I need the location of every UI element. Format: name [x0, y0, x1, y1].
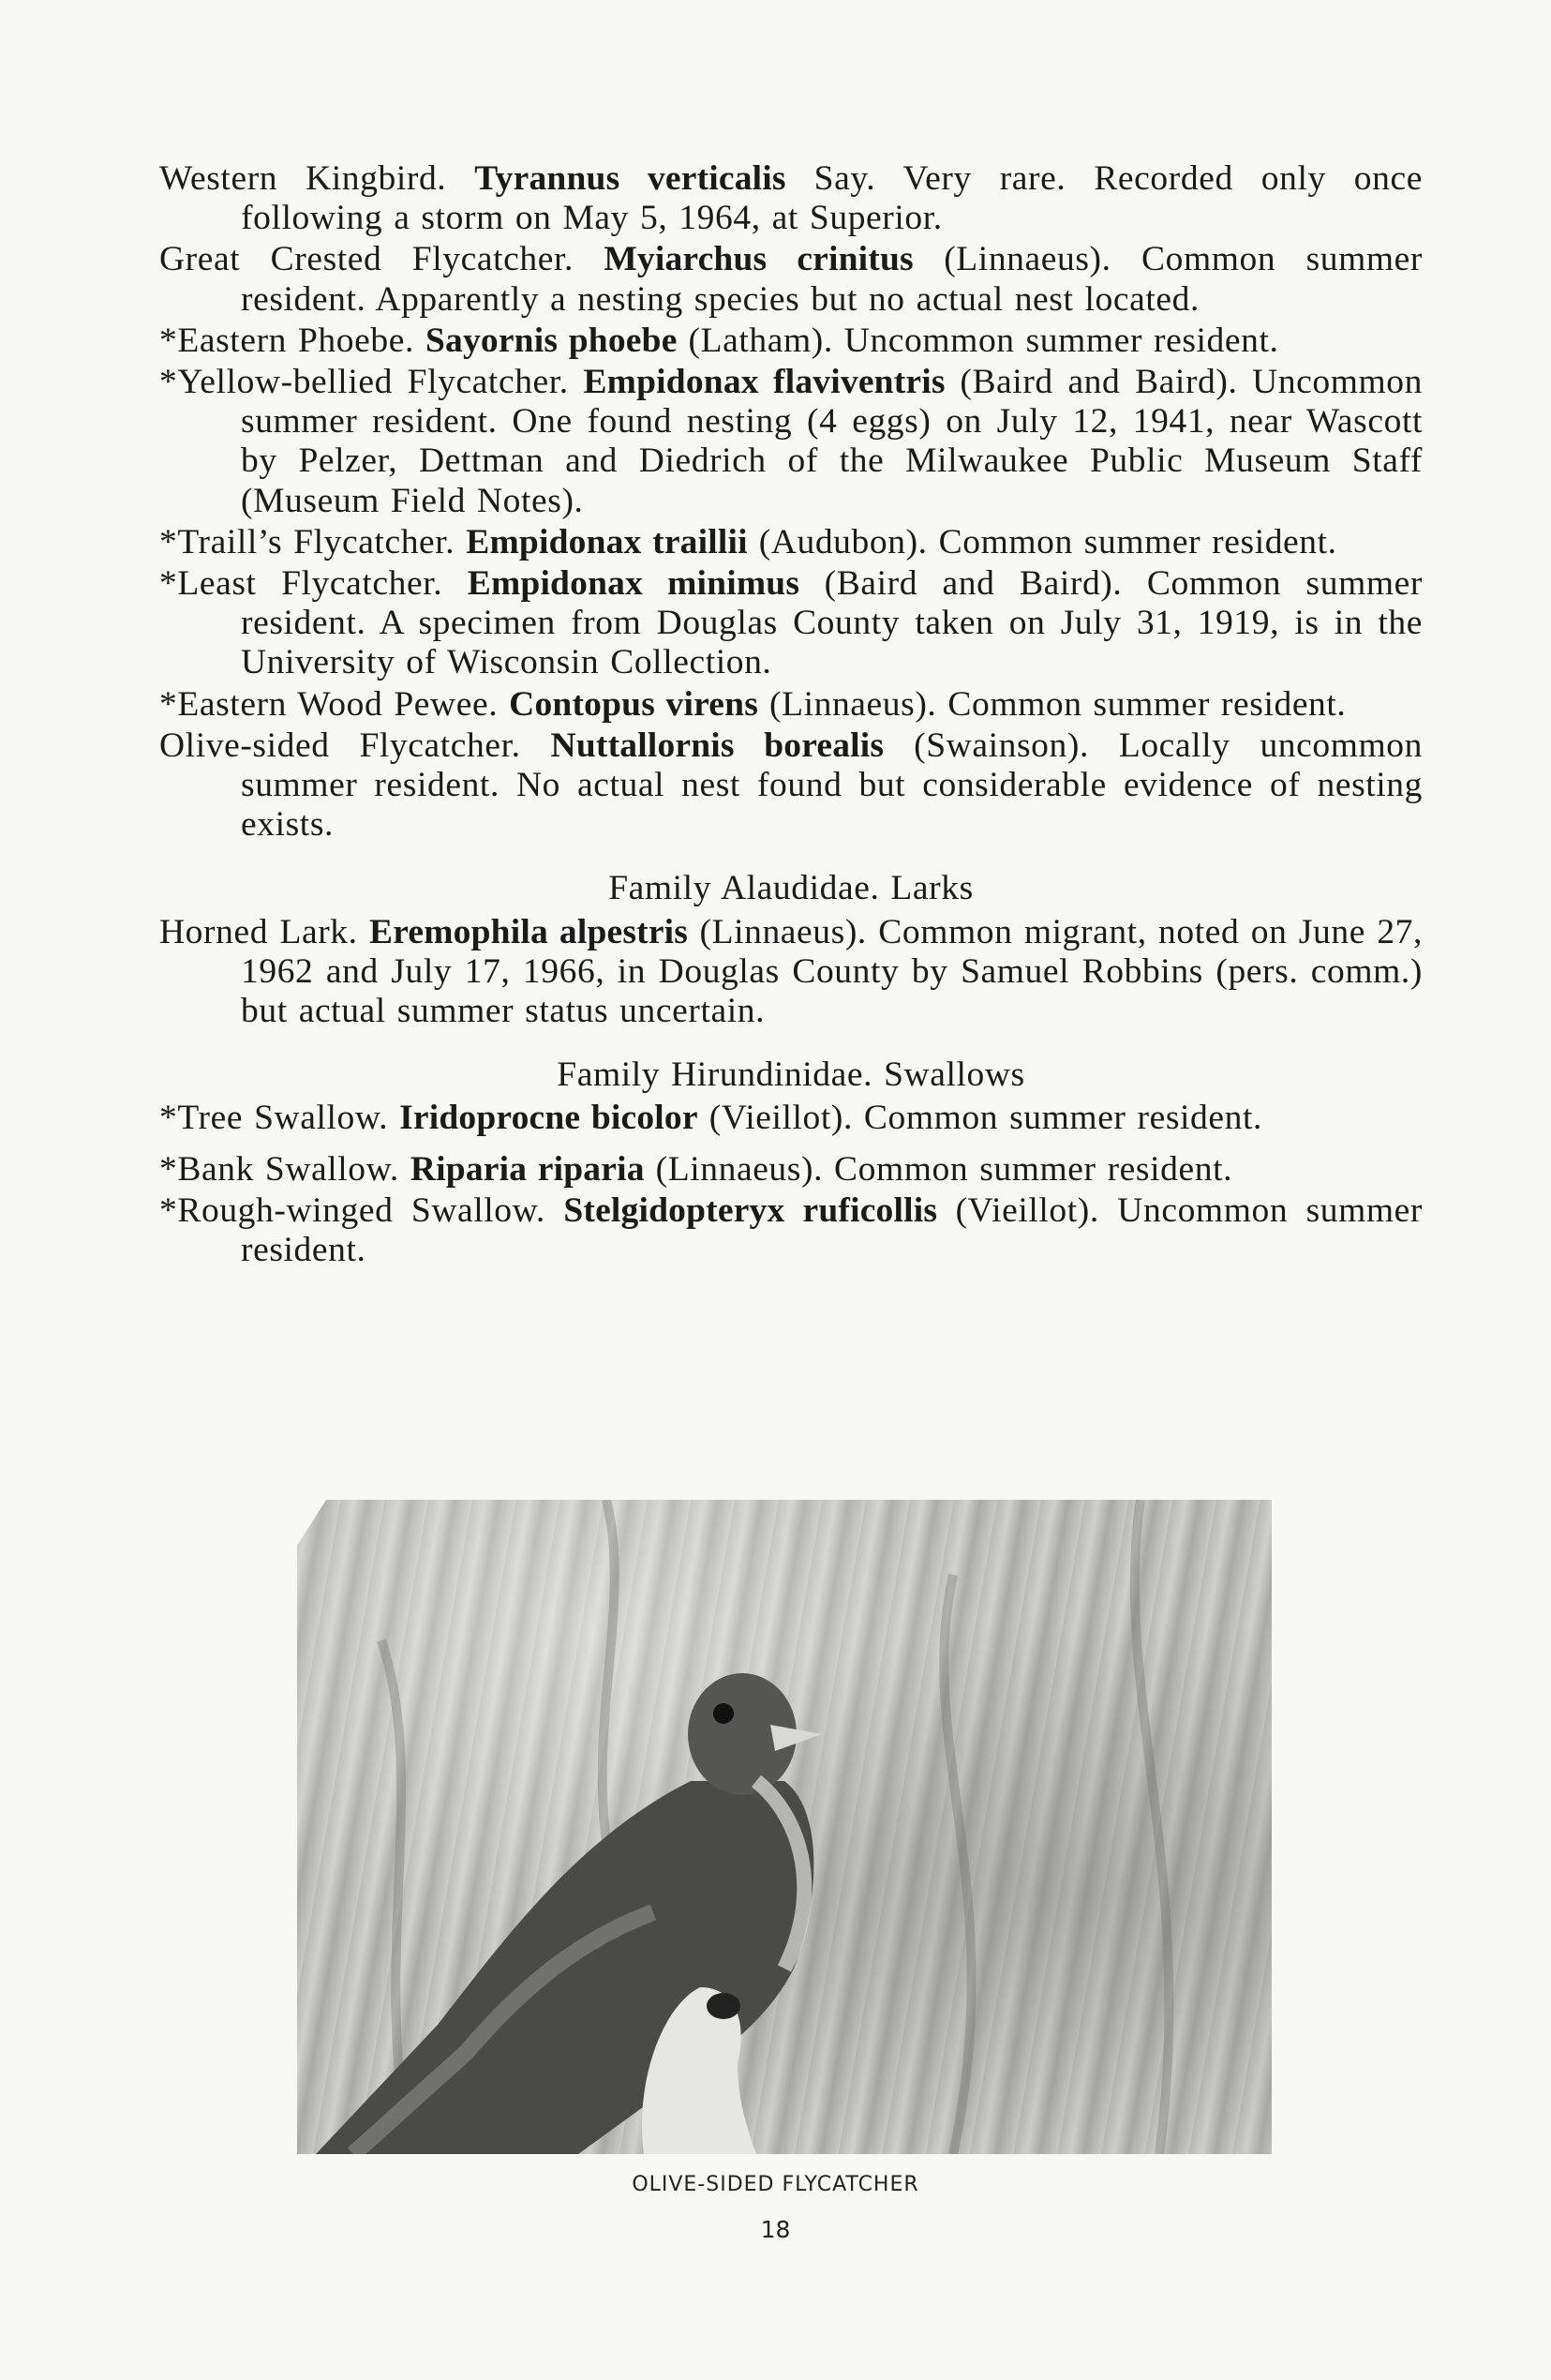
scientific-name: Tyrannus verticalis: [474, 159, 786, 198]
status-marker: *: [159, 684, 178, 724]
species-entry-rough-winged-swallow: [159, 1191, 1423, 1270]
species-description: (Vieillot). Uncommon summer resident.: [241, 1190, 1424, 1270]
species-entry-eastern-phoebe: [159, 322, 1423, 361]
family-heading-alaudidae: Family Alaudidae. Larks: [608, 869, 974, 908]
bird-foot-shape: [707, 1993, 740, 2019]
status-marker: *: [159, 1190, 178, 1230]
page-number: 18: [760, 2216, 791, 2243]
common-name: Traill’s Flycatcher.: [177, 522, 455, 561]
body-text: [159, 159, 1423, 1270]
photo-caption: OLIVE-SIDED FLYCATCHER: [632, 2173, 919, 2196]
common-name: Eastern Phoebe.: [177, 321, 414, 360]
scientific-name: Contopus virens: [509, 684, 758, 724]
species-entry-bank-swallow: [159, 1150, 1423, 1190]
scientific-name: Nuttallornis borealis: [550, 726, 885, 765]
family-heading-hirundinidae: Family Hirundinidae. Swallows: [557, 1055, 1025, 1095]
status-marker: *: [159, 363, 178, 402]
scientific-name: Empidonax flaviventris: [583, 363, 946, 402]
species-description: (Linnaeus). Common migrant, noted on June 27, 1962 and July 17, 1966, in Douglas County by Samuel Robbins (pers. comm.) but actual summer status uncertain.: [241, 912, 1424, 1031]
species-description: (Swainson). Locally uncommon summer resident. No actual nest found but considerable evidence of nesting exists.: [241, 726, 1423, 845]
common-name: Olive-sided Flycatcher.: [159, 726, 521, 765]
common-name: Horned Lark.: [159, 912, 358, 951]
species-entry-great-crested-flycatcher: [159, 240, 1423, 319]
bird-photo-illustration: [297, 1500, 1272, 2154]
scientific-name: Riparia riparia: [410, 1149, 645, 1189]
species-description: (Baird and Baird). Uncommon summer resident. One found nesting (4 eggs) on July 12, 1941, near Wascott by Pelzer, Dettman and Diedrich of the Milwaukee Public Museum Staff (Museum Field Notes).: [241, 363, 1423, 520]
species-entry-traills-flycatcher: [159, 523, 1423, 562]
common-name: Western Kingbird.: [159, 159, 447, 198]
species-entry-horned-lark: [159, 913, 1423, 1032]
common-name: Yellow-bellied Flycatcher.: [177, 363, 569, 402]
status-marker: *: [159, 564, 178, 604]
species-description: (Vieillot). Common summer resident.: [697, 1099, 1262, 1138]
scientific-name: Myiarchus crinitus: [604, 240, 914, 279]
status-marker: *: [159, 522, 178, 561]
species-entry-olive-sided-flycatcher: [159, 726, 1423, 846]
species-entry-yellow-bellied-flycatcher: [159, 363, 1423, 521]
scientific-name: Sayornis phoebe: [425, 321, 678, 360]
species-description: (Baird and Baird). Common summer resident. A specimen from Douglas County taken on July 31, 1919, is in the University of Wisconsin Collection.: [241, 564, 1423, 682]
status-marker: *: [159, 1149, 178, 1189]
scientific-name: Empidonax traillii: [466, 522, 748, 561]
species-description: (Latham). Uncommon summer resident.: [677, 321, 1279, 360]
bird-photo: [297, 1500, 1272, 2154]
branch-shape: [1135, 1500, 1170, 2154]
species-entry-eastern-wood-pewee: [159, 685, 1423, 725]
scientific-name: Eremophila alpestris: [369, 912, 689, 951]
common-name: Tree Swallow.: [177, 1099, 389, 1138]
status-marker: *: [159, 321, 178, 360]
species-entry-least-flycatcher: [159, 564, 1423, 683]
branch-shape: [944, 1575, 971, 2154]
status-marker: *: [159, 1099, 178, 1138]
species-entry-tree-swallow: [159, 1099, 1423, 1138]
species-description: Say. Very rare. Recorded only once following a storm on May 5, 1964, at Superior.: [241, 159, 1423, 238]
species-description: (Linnaeus). Common summer resident.: [758, 684, 1347, 724]
common-name: Eastern Wood Pewee.: [177, 684, 499, 724]
scientific-name: Iridoprocne bicolor: [399, 1099, 698, 1138]
species-entry-western-kingbird: [159, 159, 1423, 238]
bird-eye-shape: [713, 1703, 734, 1724]
species-description: (Audubon). Common summer resident.: [747, 522, 1337, 561]
species-description: (Linnaeus). Common summer resident.: [644, 1149, 1233, 1189]
species-description: (Linnaeus). Common summer resident. Apparently a nesting species but no actual nest located.: [241, 240, 1423, 319]
scientific-name: Stelgidopteryx ruficollis: [563, 1190, 938, 1230]
common-name: Bank Swallow.: [177, 1149, 399, 1189]
common-name: Rough-winged Swallow.: [177, 1190, 545, 1230]
common-name: Great Crested Flycatcher.: [159, 240, 574, 279]
scientific-name: Empidonax minimus: [467, 564, 800, 604]
common-name: Least Flycatcher.: [177, 564, 443, 604]
